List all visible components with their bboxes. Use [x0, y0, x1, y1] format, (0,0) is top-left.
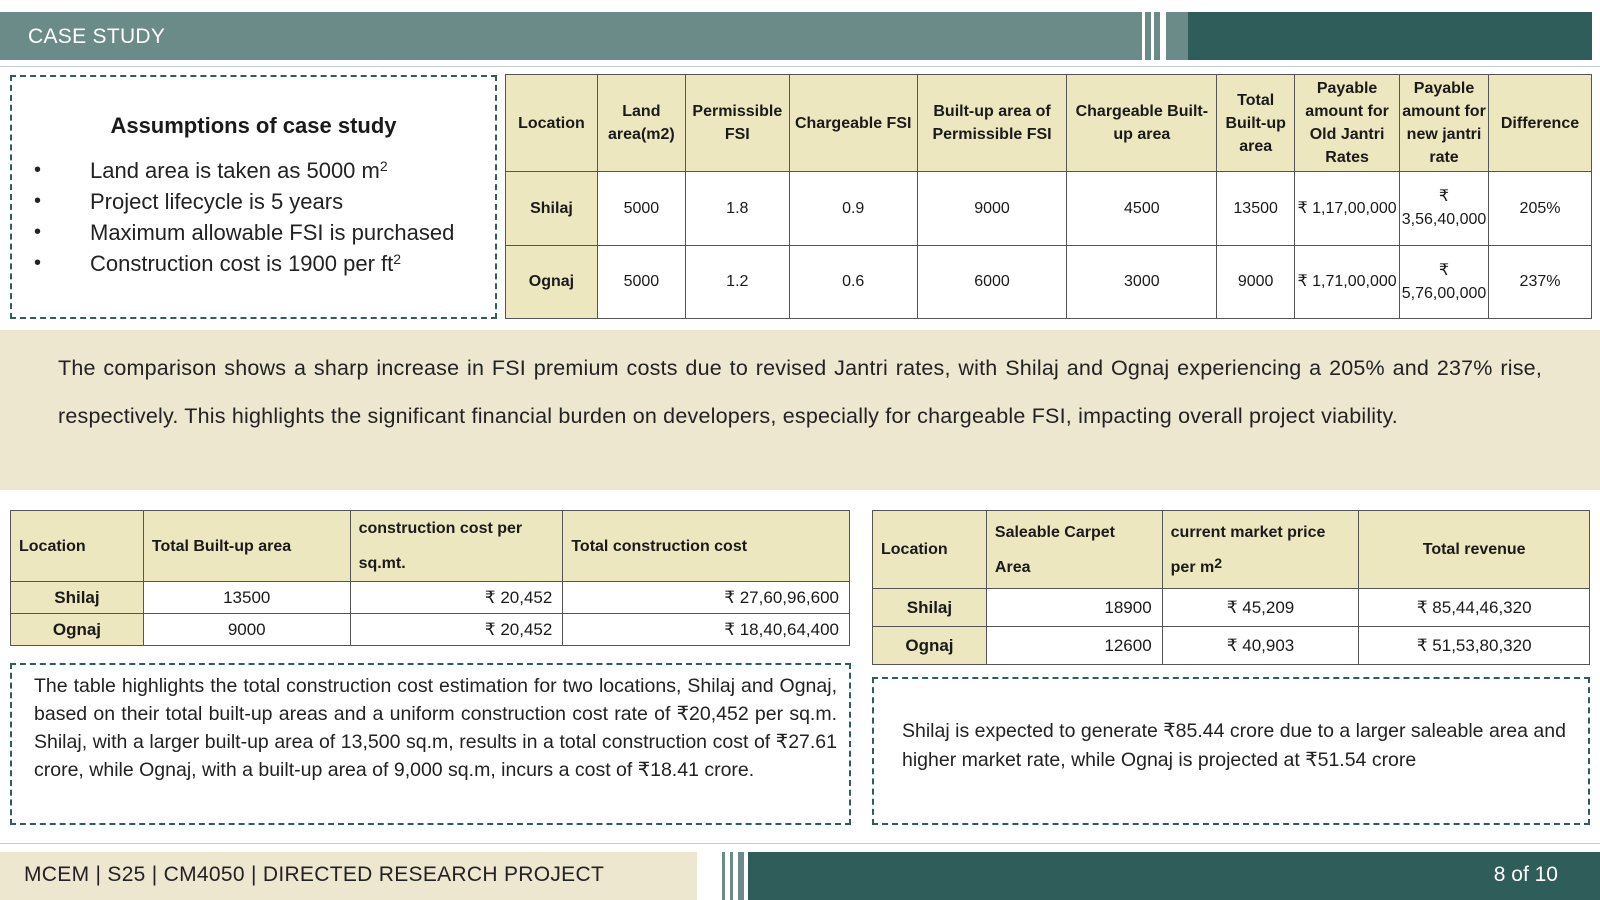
construction-cost-table — [10, 510, 850, 646]
page-number: 8 of 10 — [1493, 863, 1558, 886]
table-cell: 3000 — [1067, 245, 1217, 319]
list-item: • Project lifecycle is 5 years — [34, 186, 495, 217]
header-stripes — [1142, 12, 1188, 60]
construction-note-box — [10, 663, 851, 825]
table-cell: 6000 — [917, 245, 1067, 319]
summary-text: The comparison shows a sharp increase in FSI premium costs due to revised Jantri rates, with Shilaj and Ognaj experiencing a 205% and 237% rise, respectively. This highlights the significant financial burden on developers, especially for chargeable FSI, impacting overall project viability. — [58, 356, 1542, 428]
table-header: current market price per $m^2$ — [1162, 511, 1359, 589]
table-cell: Ognaj — [11, 614, 144, 646]
course-label: MCEM | S25 | CM4050 | DIRECTED RESEARCH PROJECT — [24, 863, 605, 886]
table-cell: 12600 — [986, 627, 1162, 665]
table-header: Payable amount for Old Jantri Rates — [1295, 75, 1400, 172]
table-cell: 1.2 — [685, 245, 789, 319]
table-cell: Ognaj — [506, 245, 598, 319]
list-item: • Land area is taken as 5000 $m^2$ — [34, 155, 495, 186]
table-cell: ₹ 3,56,40,000 — [1400, 172, 1489, 246]
footer-divider — [0, 843, 1600, 844]
header-divider — [0, 66, 1600, 67]
table-cell: 9000 — [917, 172, 1067, 246]
footer-stripes — [722, 852, 748, 900]
table-cell: ₹ 45,209 — [1162, 589, 1359, 627]
fsi-premium-table — [505, 74, 1592, 319]
table-cell: ₹ 40,903 — [1162, 627, 1359, 665]
revenue-note-box — [872, 677, 1590, 825]
table-row — [11, 614, 850, 646]
table-cell: 237% — [1489, 245, 1592, 319]
table-header: Total Built-up area — [1217, 75, 1295, 172]
table-cell: Shilaj — [873, 589, 987, 627]
construction-note-text: The table highlights the total construction cost estimation for two locations, Shilaj and Ognaj, based on their total built-up areas and a uniform construction cost rate of ₹20,452 per sq.m. Shilaj, with a larger built-up area of 13,500 sq.m, results in a total construction cost of ₹27.61 crore, while Ognaj, with a built-up area of 9,000 sq.m, incurs a cost of ₹18.41 crore. — [34, 675, 837, 781]
table-cell: 5000 — [597, 172, 685, 246]
table-header: Permissible FSI — [685, 75, 789, 172]
revenue-table — [872, 510, 1590, 665]
table-cell: ₹ 1,17,00,000 — [1295, 172, 1400, 246]
table-header: Chargeable Built-up area — [1067, 75, 1217, 172]
table-header: Location — [11, 511, 144, 582]
table-cell: ₹ 5,76,00,000 — [1400, 245, 1489, 319]
list-item: • Construction cost is 1900 per $ft^2$ — [34, 248, 495, 279]
footer-bar — [0, 852, 1600, 900]
table-header: Built-up area of Permissible FSI — [917, 75, 1067, 172]
table-header: Land area(m2) — [597, 75, 685, 172]
table-cell: ₹ 27,60,96,600 — [563, 582, 850, 614]
assumptions-list — [34, 155, 495, 279]
table-header: Total revenue — [1359, 511, 1590, 589]
table-cell: 13500 — [143, 582, 350, 614]
table-header: Difference — [1489, 75, 1592, 172]
table-header: Total Built-up area — [143, 511, 350, 582]
table-cell: ₹ 18,40,64,400 — [563, 614, 850, 646]
header-dark-block — [1188, 12, 1600, 60]
table-cell: Shilaj — [11, 582, 144, 614]
assumptions-box — [10, 75, 497, 319]
table-header: Location — [506, 75, 598, 172]
revenue-note-text: Shilaj is expected to generate ₹85.44 crore due to a larger saleable area and higher market rate, while Ognaj is projected at ₹51.54 crore — [902, 720, 1566, 771]
summary-band — [0, 330, 1600, 490]
table-cell: 5000 — [597, 245, 685, 319]
header-bar — [0, 12, 1600, 60]
table-row — [873, 589, 1590, 627]
table-header: Location — [873, 511, 987, 589]
table-cell: 0.9 — [789, 172, 917, 246]
table-cell: 9000 — [143, 614, 350, 646]
list-item: • Maximum allowable FSI is purchased — [34, 217, 495, 248]
table-row — [873, 627, 1590, 665]
table-cell: ₹ 20,452 — [350, 614, 563, 646]
table-row — [506, 172, 1592, 246]
table-cell: ₹ 20,452 — [350, 582, 563, 614]
table-header: Total construction cost — [563, 511, 850, 582]
table-cell: 13500 — [1217, 172, 1295, 246]
table-cell: 9000 — [1217, 245, 1295, 319]
table-cell: 18900 — [986, 589, 1162, 627]
table-cell: Ognaj — [873, 627, 987, 665]
table-header: Payable amount for new jantri rate — [1400, 75, 1489, 172]
table-cell: 205% — [1489, 172, 1592, 246]
table-cell: 4500 — [1067, 172, 1217, 246]
table-row — [11, 582, 850, 614]
table-cell: Shilaj — [506, 172, 598, 246]
page-title: CASE STUDY — [28, 25, 166, 48]
table-header: construction cost per sq.mt. — [350, 511, 563, 582]
table-header: Saleable Carpet Area — [986, 511, 1162, 589]
table-cell: ₹ 1,71,00,000 — [1295, 245, 1400, 319]
assumptions-heading: Assumptions of case study — [110, 113, 397, 138]
table-cell: 0.6 — [789, 245, 917, 319]
table-row — [506, 245, 1592, 319]
table-cell: ₹ 85,44,46,320 — [1359, 589, 1590, 627]
table-cell: ₹ 51,53,80,320 — [1359, 627, 1590, 665]
table-header: Chargeable FSI — [789, 75, 917, 172]
table-cell: 1.8 — [685, 172, 789, 246]
